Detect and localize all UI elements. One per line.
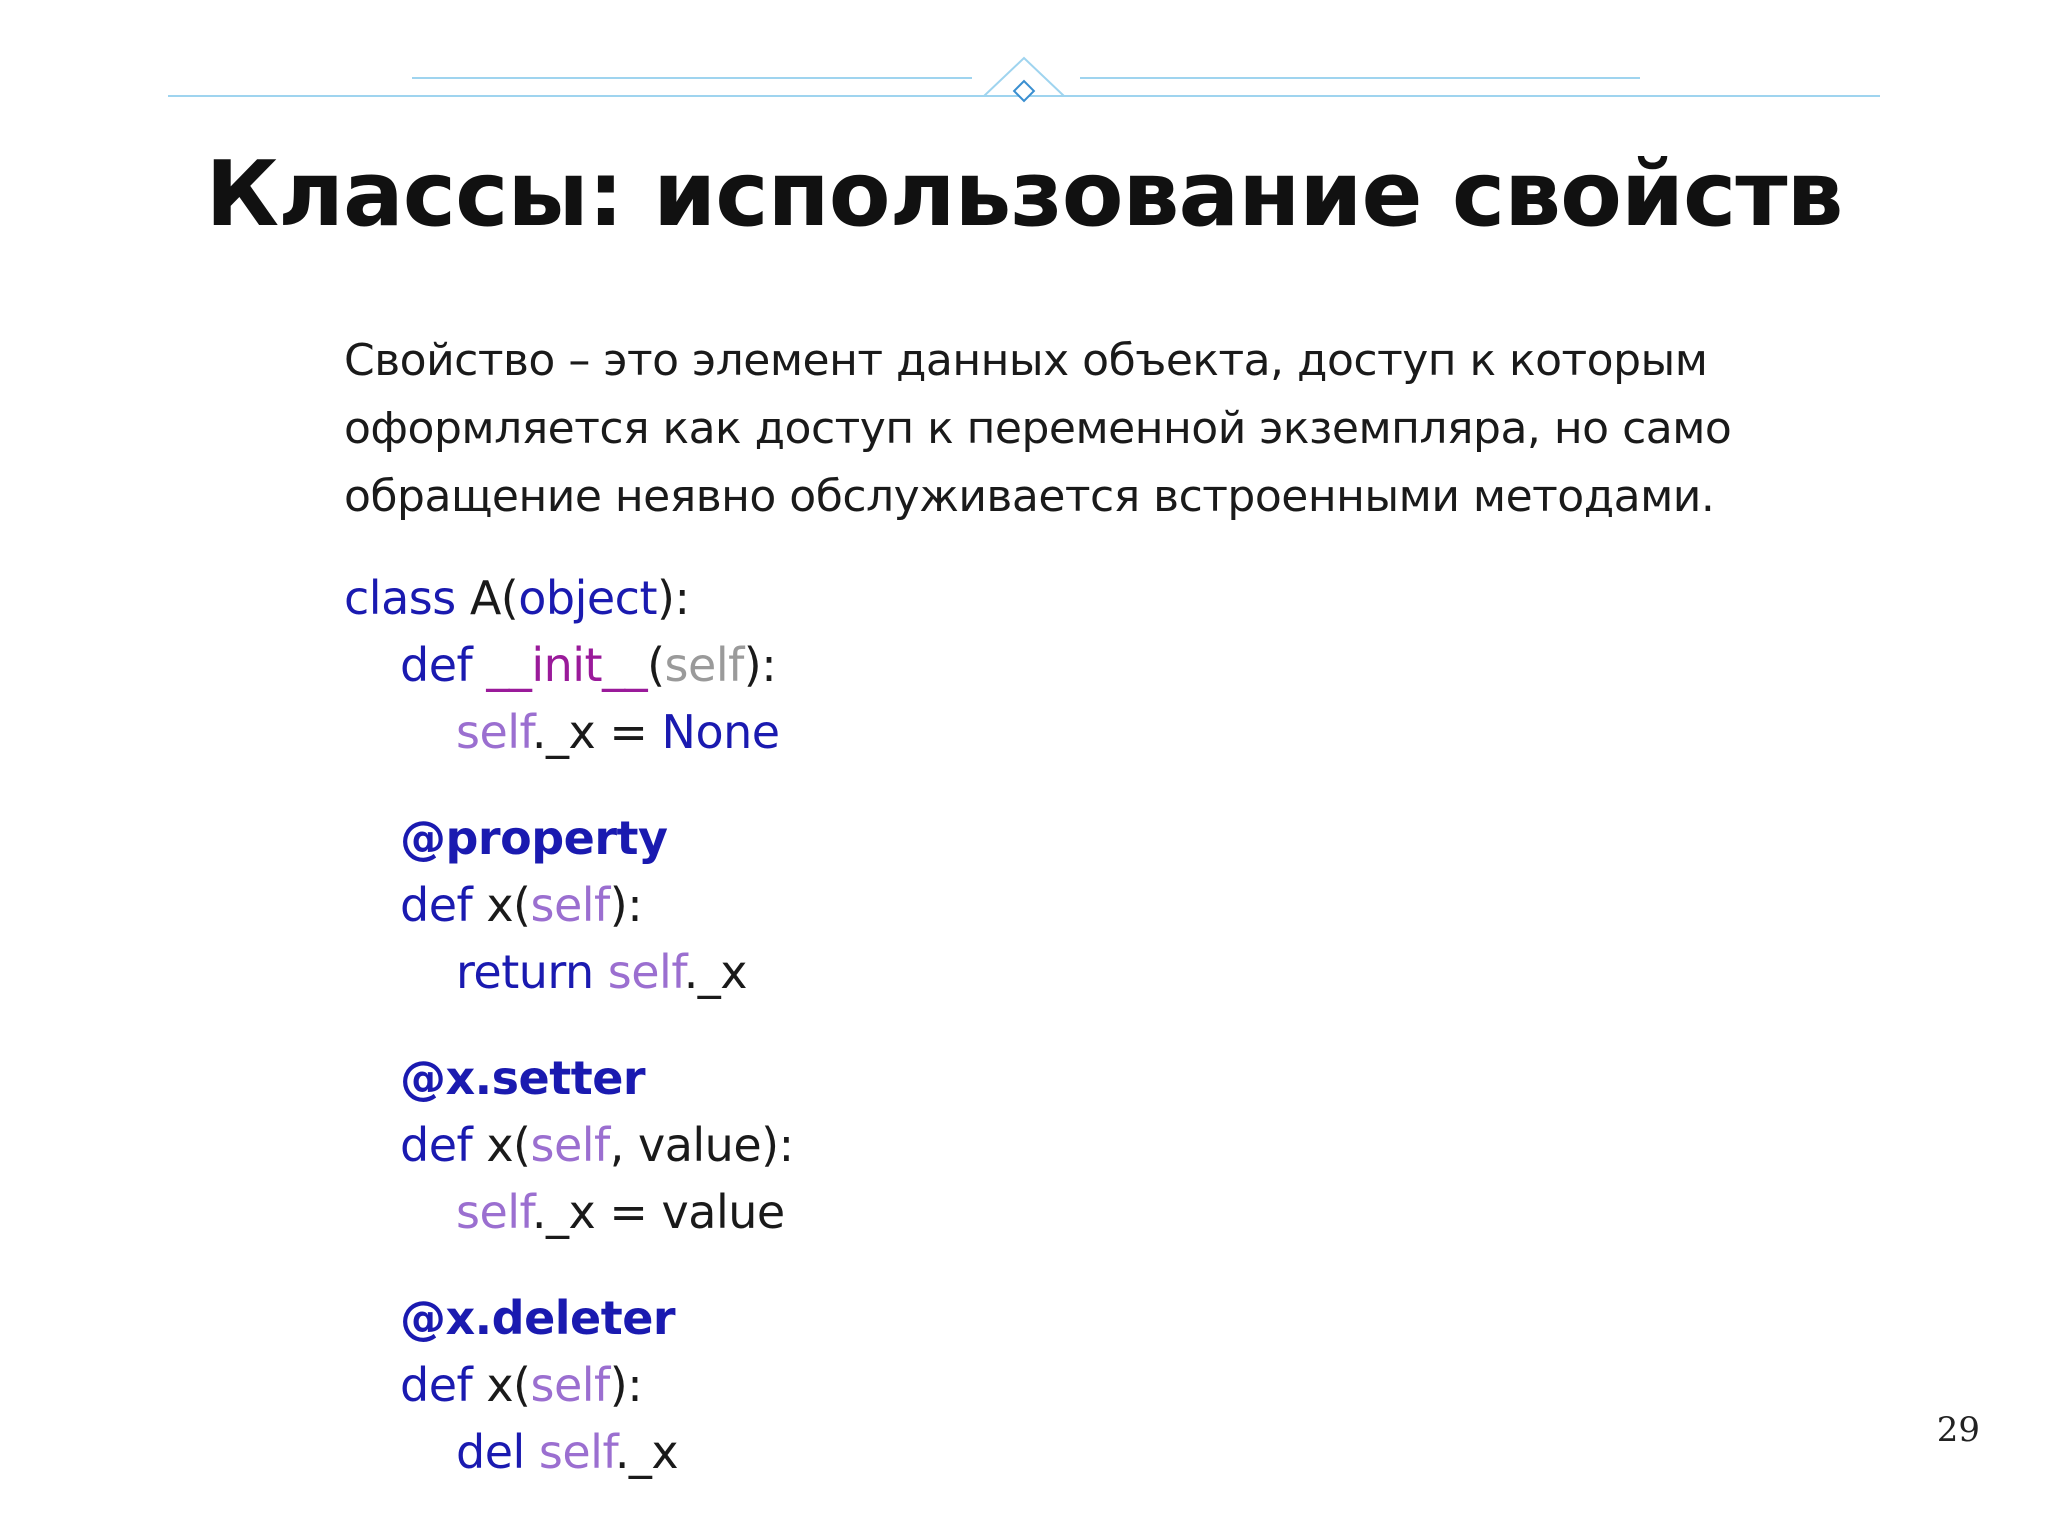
code-line: def __init__(self):: [400, 638, 777, 692]
header-decoration: [0, 0, 2048, 140]
code-line: class A(object):: [344, 571, 690, 625]
diamond-icon: [1014, 81, 1034, 101]
definition-paragraph: [344, 327, 1844, 531]
slide-title: Классы: использование свойств: [205, 142, 1843, 247]
code-line: del self._x: [456, 1425, 679, 1479]
paragraph-line: оформляется как доступ к переменной экземпляра, но само: [344, 403, 1732, 454]
code-line: self._x = value: [456, 1185, 785, 1239]
code-line: @property: [400, 811, 668, 865]
code-line: return self._x: [456, 945, 748, 999]
code-line: @x.setter: [400, 1051, 646, 1105]
code-line: self._x = None: [456, 705, 780, 759]
page-number: 29: [1936, 1410, 1980, 1450]
code-line: def x(self, value):: [400, 1118, 794, 1172]
code-line: def x(self):: [400, 1358, 643, 1412]
code-line: def x(self):: [400, 878, 643, 932]
paragraph-line: обращение неявно обслуживается встроенными методами.: [344, 471, 1715, 522]
code-line: @x.deleter: [400, 1291, 676, 1345]
paragraph-line: Свойство – это элемент данных объекта, доступ к которым: [344, 335, 1708, 386]
